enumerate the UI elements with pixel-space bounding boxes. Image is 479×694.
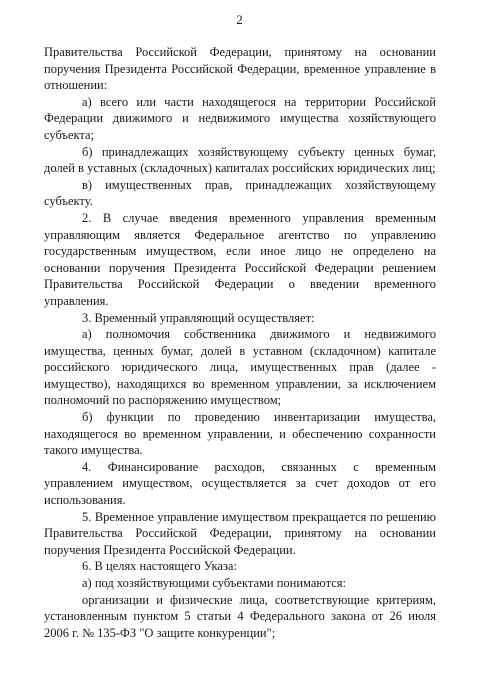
paragraph-item-a: а) всего или части находящегося на территории Российской Федерации движимого и недвижимого имущества хозяйствующего субъекта; — [44, 94, 436, 142]
paragraph-clause-2: 2. В случае введения временного управления временным управляющим является Федеральное агентство по управлению государственным имуществом, если иное лицо не определено на основании поручения Президента Российской Федерации решением Правительства Российской Федерации о введении временного управления. — [44, 210, 436, 308]
paragraph-clause-6: 6. В целях настоящего Указа: — [82, 559, 237, 574]
page-number: 2 — [236, 12, 243, 27]
paragraph-clause-6-a: а) под хозяйствующими субъектами понимаются: — [82, 576, 346, 590]
paragraph-item-b: б) принадлежащих хозяйствующему субъекту ценных бумаг, долей в уставных (складочных) капиталах российских юридических лиц; — [44, 144, 436, 176]
paragraph-continuation: Правительства Российской Федерации, принятому на основании поручения Президента Российской Федерации, временное управление в отношении: — [44, 45, 436, 93]
paragraph-clause-3-a: а) полномочия собственника движимого и недвижимого имущества, ценных бумаг, долей в уставном (складочном) капитале российского юридического лица, имущественных прав (далее - имущество), находящихся во временном управлении, за исключением полномочий по распоряжению имуществом; — [44, 327, 436, 408]
paragraph-clause-3: 3. Временный управляющий осуществляет: — [82, 310, 315, 325]
paragraph-clause-5: 5. Временное управление имуществом прекращается по решению Правительства Российской Федерации, принятому на основании поручения Президента Российской Федерации. — [44, 509, 436, 557]
paragraph-organizations: организации и физические лица, соответствующие критериям, установленным пунктом 5 статьи 4 Федерального закона от 26 июля 2006 г. № 135-ФЗ "О защите конкуренции"; — [44, 592, 436, 640]
paragraph-item-v: в) имущественных прав, принадлежащих хозяйствующему субъекту. — [44, 177, 436, 209]
paragraph-clause-4: 4. Финансирование расходов, связанных с временным управлением имуществом, осуществляется за счет доходов от его использования. — [44, 459, 436, 508]
document-body — [44, 44, 436, 641]
paragraph-clause-3-b: б) функции по проведению инвентаризации имущества, находящегося во временном управлении, и обеспечению сохранности такого имущества. — [44, 410, 436, 458]
